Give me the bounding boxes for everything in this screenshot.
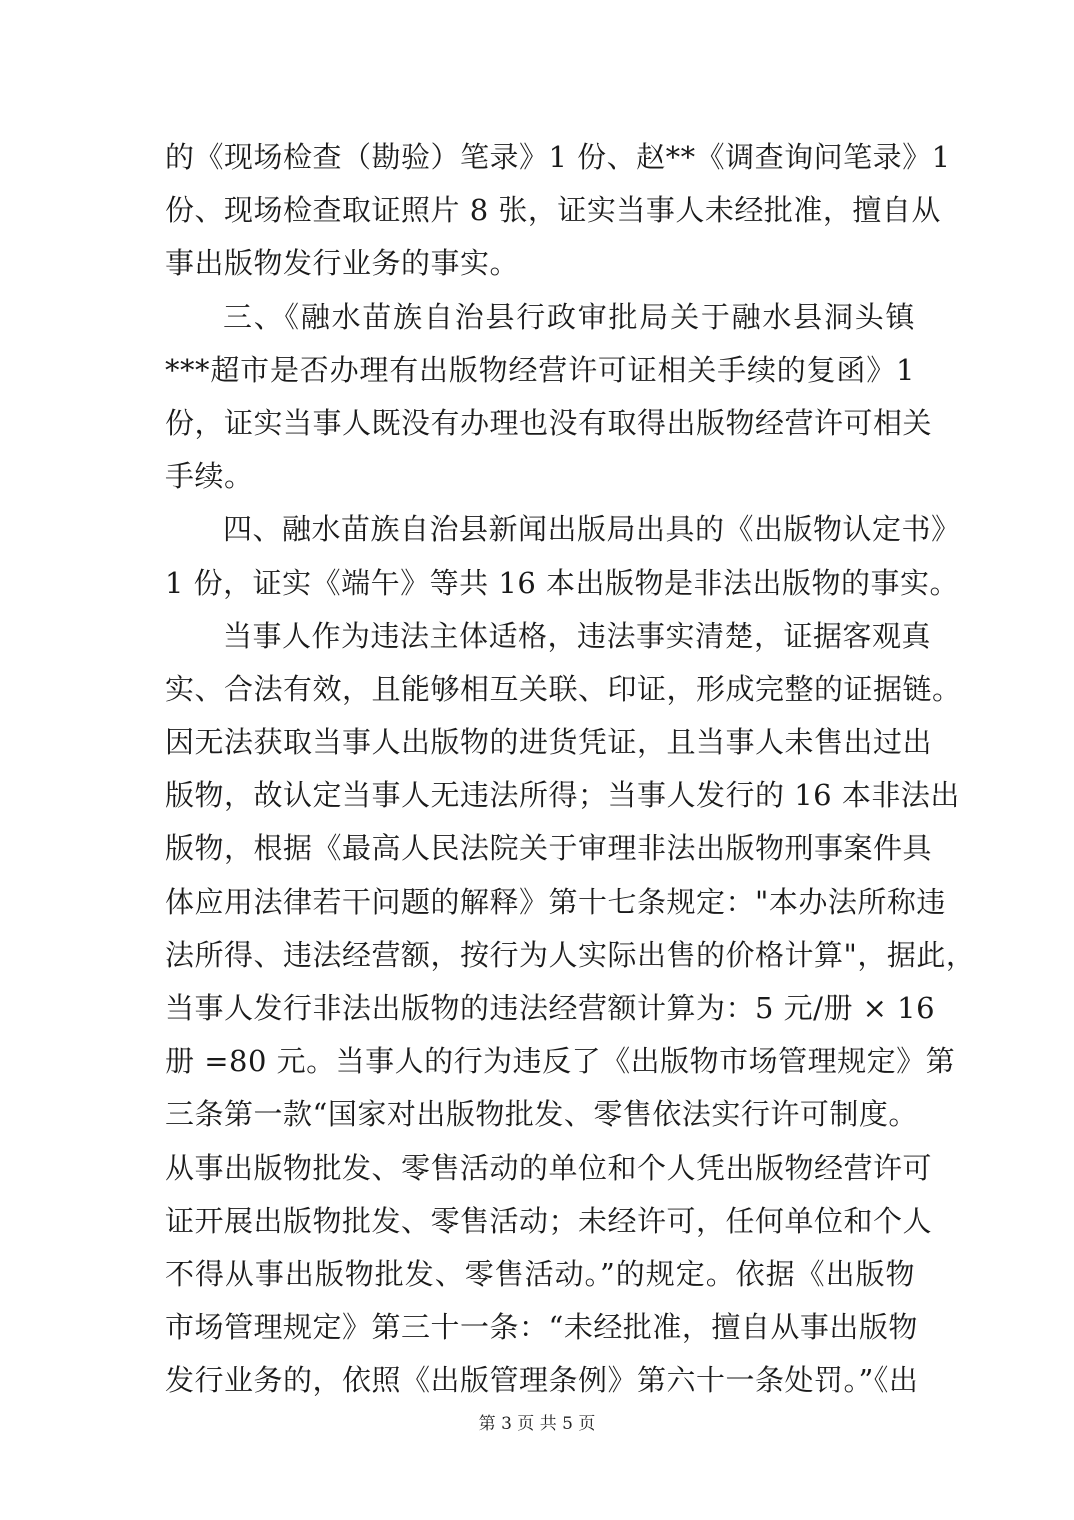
text-line: 体应用法律若干问题的解释》第十七条规定："本办法所称违: [165, 884, 946, 919]
text-line: 实、合法有效，且能够相互关联、印证，形成完整的证据链。: [165, 671, 962, 706]
text-line: 事出版物发行业务的事实。: [165, 246, 520, 281]
text-line: 的《现场检查（勘验）笔录》1 份、赵**《调查询问笔录》1: [165, 140, 951, 174]
text-line: 从事出版物批发、零售活动的单位和个人凭出版物经营许可: [165, 1150, 933, 1185]
text-line: 因无法获取当事人出版物的进货凭证，且当事人未售出过出: [165, 725, 933, 760]
text-line: 不得从事出版物批发、零售活动。”的规定。依据《出版物: [165, 1256, 915, 1291]
text-line: 三、《融水苗族自治县行政审批局关于融水县洞头镇: [223, 299, 915, 334]
text-line: 版物，根据《最高人民法院关于审理非法出版物刑事案件具: [165, 831, 933, 866]
text-line: 法所得、违法经营额，按行为人实际出售的价格计算"，据此，: [165, 937, 976, 972]
text-line: 三条第一款“国家对出版物批发、零售依法实行许可制度。: [165, 1097, 918, 1132]
text-line: 册 =80 元。当事人的行为违反了《出版物市场管理规定》第: [165, 1044, 956, 1079]
text-line: 证开展出版物批发、零售活动；未经许可，任何单位和个人: [165, 1203, 933, 1238]
body-text: [165, 131, 976, 1408]
page-footer: 第 3 页 共 5 页: [478, 1414, 596, 1434]
text-line: 份，证实当事人既没有办理也没有取得出版物经营许可相关: [165, 405, 933, 440]
text-line: 四、融水苗族自治县新闻出版局出具的《出版物认定书》: [223, 512, 961, 547]
text-line: 当事人作为违法主体适格，违法事实清楚，证据客观真: [223, 618, 932, 653]
text-line: 1 份，证实《端午》等共 16 本出版物是非法出版物的事实。: [165, 565, 960, 600]
text-line: 当事人发行非法出版物的违法经营额计算为：5 元/册 × 16: [165, 991, 936, 1025]
text-line: 版物，故认定当事人无违法所得；当事人发行的 16 本非法出: [165, 778, 960, 813]
text-line: 份、现场检查取证照片 8 张，证实当事人未经批准，擅自从: [165, 193, 941, 228]
text-line: ***超市是否办理有出版物经营许可证相关手续的复函》1: [165, 352, 915, 387]
text-line: 市场管理规定》第三十一条：“未经批准，擅自从事出版物: [165, 1310, 918, 1345]
text-line: 手续。: [165, 459, 254, 494]
text-line: 发行业务的，依照《出版管理条例》第六十一条处罚。”《出: [165, 1363, 919, 1398]
